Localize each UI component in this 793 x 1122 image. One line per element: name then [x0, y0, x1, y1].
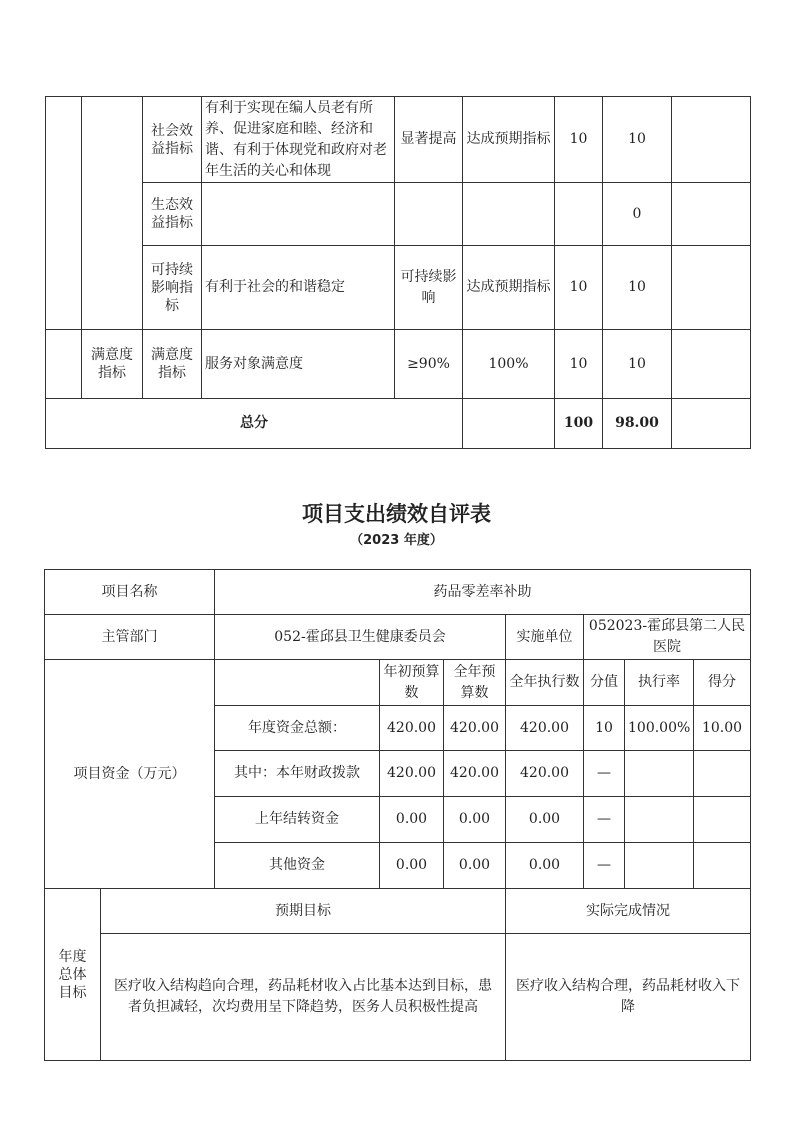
level3-indicator: 社会效益指标 [143, 97, 202, 183]
fund-weight: — [584, 797, 625, 843]
indicator-content [202, 183, 395, 246]
fund-label: 其他资金 [215, 843, 380, 889]
unit-label: 实施单位 [506, 615, 584, 660]
page-title: 项目支出绩效自评表 [302, 502, 491, 526]
header-weight: 分值 [584, 660, 625, 706]
indicator-table [45, 96, 751, 449]
fund-annual: 420.00 [444, 706, 506, 751]
goals-actual: 医疗收入结构合理，药品耗材收入下降 [506, 934, 751, 1061]
indicator-weight: 10 [555, 330, 603, 399]
fund-annual: 420.00 [444, 751, 506, 797]
fund-annual: 0.00 [444, 843, 506, 889]
fund-score [694, 797, 751, 843]
goals-label: 年度总体目标 [45, 889, 101, 1061]
goals-expected: 医疗收入结构趋向合理，药品耗材收入占比基本达到目标，患者负担减轻，次均费用呈下降趋势，医务人员积极性提高 [101, 934, 506, 1061]
total-row [46, 399, 751, 449]
fund-score [694, 751, 751, 797]
fund-label: 年度资金总额： [215, 706, 380, 751]
fund-score: 10.00 [694, 706, 751, 751]
level3-indicator: 满意度指标 [143, 330, 202, 399]
goals-header-row [45, 889, 751, 934]
fund-label: 上年结转资金 [215, 797, 380, 843]
fund-initial: 0.00 [380, 797, 444, 843]
dept-row [45, 615, 751, 660]
indicator-target: ≥90% [395, 330, 463, 399]
indicator-weight: 10 [555, 246, 603, 330]
goals-content-row [45, 934, 751, 1061]
indicator-content: 有利于实现在编人员老有所养、促进家庭和睦、经济和谐、有利于体现党和政府对老年生活的关心和体现 [202, 97, 395, 183]
goals-actual-header: 实际完成情况 [506, 889, 751, 934]
total-weight: 100 [555, 399, 603, 449]
indicator-score: 10 [603, 246, 672, 330]
indicator-row-eco [46, 183, 751, 246]
fund-weight: — [584, 751, 625, 797]
header-score: 得分 [694, 660, 751, 706]
indicator-row-satisfaction [46, 330, 751, 399]
fund-executed: 0.00 [506, 797, 584, 843]
fund-executed: 0.00 [506, 843, 584, 889]
funds-header-row [45, 660, 751, 706]
unit-value: 052023-霍邱县第二人民医院 [584, 615, 751, 660]
level3-indicator: 生态效益指标 [143, 183, 202, 246]
fund-rate [625, 751, 694, 797]
fund-rate [625, 843, 694, 889]
indicator-row-sustain [46, 246, 751, 330]
fund-rate: 100.00% [625, 706, 694, 751]
indicator-target: 显著提高 [395, 97, 463, 183]
funds-label: 项目资金（万元） [45, 660, 215, 889]
indicator-actual: 100% [463, 330, 555, 399]
fund-weight: — [584, 843, 625, 889]
fund-initial: 0.00 [380, 843, 444, 889]
level3-indicator: 可持续影响指标 [143, 246, 202, 330]
fund-annual: 0.00 [444, 797, 506, 843]
fund-initial: 420.00 [380, 751, 444, 797]
indicator-target: 可持续影响 [395, 246, 463, 330]
fund-weight: 10 [584, 706, 625, 751]
dept-label: 主管部门 [45, 615, 215, 660]
project-name-row [45, 570, 751, 615]
indicator-actual [463, 183, 555, 246]
project-name-label: 项目名称 [45, 570, 215, 615]
project-name-value: 药品零差率补助 [215, 570, 751, 615]
fund-label: 其中：本年财政拨款 [215, 751, 380, 797]
header-executed: 全年执行数 [506, 660, 584, 706]
indicator-row-social [46, 97, 751, 183]
indicator-content: 有利于社会的和谐稳定 [202, 246, 395, 330]
indicator-actual: 达成预期指标 [463, 246, 555, 330]
indicator-weight [555, 183, 603, 246]
fund-score [694, 843, 751, 889]
indicator-content: 服务对象满意度 [202, 330, 395, 399]
fund-executed: 420.00 [506, 706, 584, 751]
page-subtitle: （2023 年度） [350, 533, 443, 548]
fund-executed: 420.00 [506, 751, 584, 797]
indicator-actual: 达成预期指标 [463, 97, 555, 183]
fund-initial: 420.00 [380, 706, 444, 751]
header-initial: 年初预算数 [380, 660, 444, 706]
goals-expected-header: 预期目标 [101, 889, 506, 934]
self-evaluation-table [44, 569, 751, 1061]
total-score: 98.00 [603, 399, 672, 449]
indicator-target [395, 183, 463, 246]
fund-rate [625, 797, 694, 843]
total-label: 总分 [46, 399, 463, 449]
indicator-score: 0 [603, 183, 672, 246]
indicator-score: 10 [603, 330, 672, 399]
header-rate: 执行率 [625, 660, 694, 706]
dept-value: 052-霍邱县卫生健康委员会 [215, 615, 506, 660]
indicator-weight: 10 [555, 97, 603, 183]
indicator-score: 10 [603, 97, 672, 183]
level2-indicator: 满意度指标 [82, 330, 143, 399]
header-annual: 全年预算数 [444, 660, 506, 706]
